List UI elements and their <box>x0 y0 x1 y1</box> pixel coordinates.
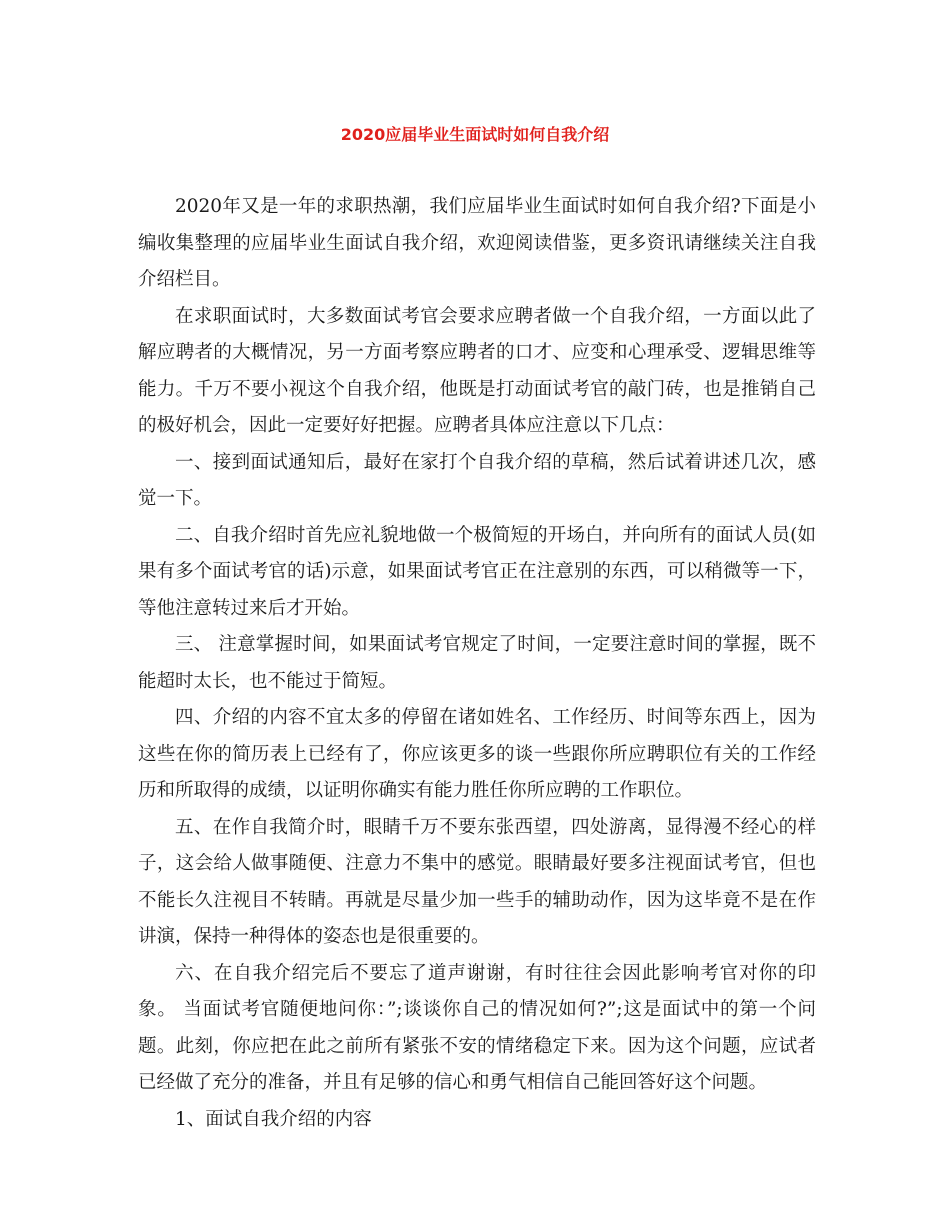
paragraph-point-2: 二、自我介绍时首先应礼貌地做一个极简短的开场白，并向所有的面试人员(如果有多个面试考官的话)示意，如果面试考官正在注意别的东西，可以稍微等一下，等他注意转过来后才开始。 <box>138 524 816 619</box>
paragraph-point-3: 三、 注意掌握时间，如果面试考官规定了时间，一定要注意时间的掌握，既不能超时太长，也不能过于简短。 <box>138 634 816 692</box>
paragraph-intro: 2020年又是一年的求职热潮，我们应届毕业生面试时如何自我介绍?下面是小编收集整理的应届毕业生面试自我介绍，欢迎阅读借鉴，更多资讯请继续关注自我介绍栏目。 <box>138 196 816 290</box>
paragraph-point-6: 六、在自我介绍完后不要忘了道声谢谢，有时往往会因此影响考官对你的印象。 当面试考官随便地问你：”;谈谈你自己的情况如何?”;这是面试中的第一个问题。此刻，你应把在此之前所有紧张不安的情绪稳定下来。因为这个问题，应试者已经做了充分的准备，并且有足够的信心和勇气相信自己能回答好这个问题。 <box>138 962 816 1093</box>
paragraph-point-5: 五、在作自我简介时，眼睛千万不要东张西望，四处游离，显得漫不经心的样子，这会给人做事随便、注意力不集中的感觉。眼睛最好要多注视面试考官，但也不能长久注视目不转睛。再就是尽量少加一些手的辅助动作，因为这毕竟不是在作讲演，保持一种得体的姿态也是很重要的。 <box>138 816 816 947</box>
paragraph-point-1: 一、接到面试通知后，最好在家打个自我介绍的草稿，然后试着讲述几次，感觉一下。 <box>138 451 816 509</box>
document-body <box>138 189 816 1138</box>
paragraph-point-4: 四、介绍的内容不宜太多的停留在诸如姓名、工作经历、时间等东西上，因为这些在你的简历表上已经有了，你应该更多的谈一些跟你所应聘职位有关的工作经历和所取得的成绩，以证明你确实有能力胜任你所应聘的工作职位。 <box>138 707 816 801</box>
paragraph-purpose: 在求职面试时，大多数面试考官会要求应聘者做一个自我介绍，一方面以此了解应聘者的大概情况，另一方面考察应聘者的口才、应变和心理承受、逻辑思维等能力。千万不要小视这个自我介绍，他既是打动面试考官的敲门砖，也是推销自己的极好机会，因此一定要好好把握。应聘者具体应注意以下几点： <box>138 305 816 436</box>
section-heading-1: 1、面试自我介绍的内容 <box>175 1108 372 1130</box>
document-title: 2020应届毕业生面试时如何自我介绍 <box>340 125 610 144</box>
